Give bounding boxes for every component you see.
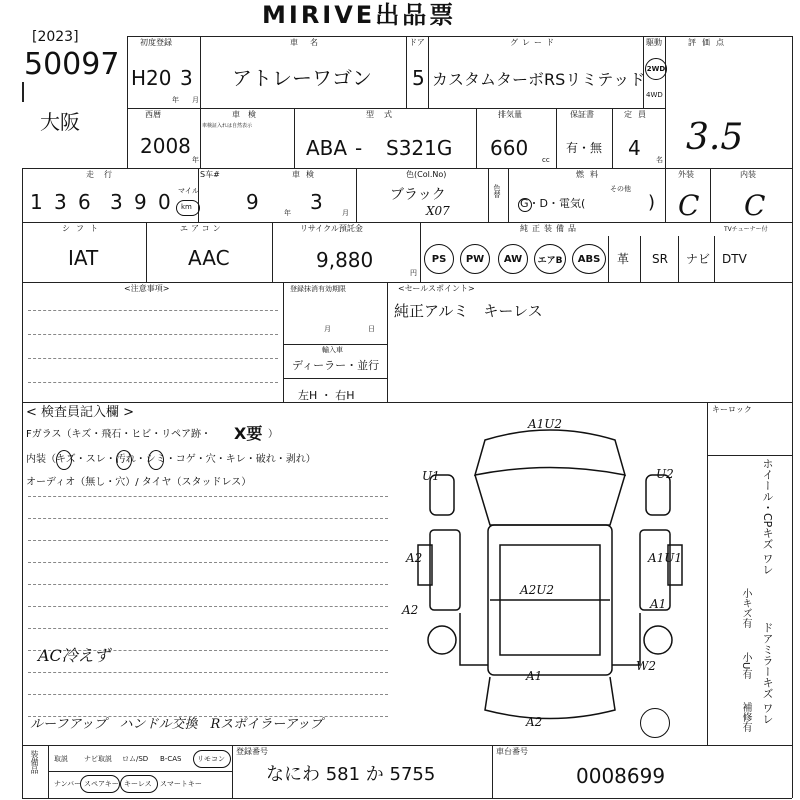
windshield-text: Fガラス（キズ・飛石・ヒビ・リペア跡・ (26, 429, 212, 440)
color: ブラック (390, 187, 446, 203)
fuel-label: 燃料 (576, 170, 604, 179)
inspector-title: < 検査員記入欄 > (26, 405, 135, 420)
lot-number: 50097 (24, 47, 120, 82)
doc-item: ナビ取説 (84, 755, 112, 763)
reg-expiry-label: 登録抹消有効期限 (290, 285, 346, 293)
inspection-label-2: S车# (200, 170, 220, 179)
inspection-year: 9 (246, 190, 259, 214)
drive-2wd: 2WD (646, 65, 666, 73)
doc-item: スペアキー (84, 780, 119, 788)
recycle-label: リサイクル預託金 (300, 224, 363, 233)
option-airbag: エアB (534, 244, 566, 274)
side-text-small-u: 小U有 (740, 652, 751, 680)
form-title: MIRIVE出品票 (262, 1, 457, 29)
score: 3.5 (686, 117, 744, 158)
drive-label: 駆動 (646, 38, 662, 47)
option-aw: AW (498, 244, 528, 274)
doc-item: リモコン (197, 755, 225, 763)
capacity: 4 (628, 136, 641, 160)
caution-label: <注意事項> (124, 284, 170, 293)
interior-mark-yogore (116, 450, 132, 470)
car-diagram (400, 415, 700, 740)
recycle-unit: 円 (410, 269, 417, 277)
dealer: ディーラー・並行 (292, 359, 380, 372)
mileage-digit: 9 (134, 190, 147, 214)
first-reg-label: 初度登録 (140, 38, 172, 47)
score-label: 評価点 (688, 38, 730, 47)
first-reg-era: H20 (131, 66, 172, 90)
warranty: 有・無 (566, 141, 603, 155)
mileage-digit: 6 (78, 190, 91, 214)
damage-mark: A2U2 (520, 583, 555, 597)
handle: 左H ・ 右H (298, 389, 355, 402)
mileage-digit: 1 (30, 190, 43, 214)
recycle: 9,880 (316, 248, 374, 272)
inspection-label-3: 車検 (292, 170, 320, 179)
interior-label: 内装 (740, 170, 756, 179)
sales-point: 純正アルミ キーレス (394, 302, 543, 320)
year-tag: [2023] (32, 29, 79, 45)
plate-label: 登録番号 (236, 747, 268, 756)
vin: 0008699 (576, 764, 666, 788)
reg-expiry-day: 日 (368, 325, 375, 333)
displacement-label: 排気量 (498, 110, 522, 119)
displacement-unit: cc (542, 156, 550, 164)
inspection-month: 3 (310, 190, 323, 214)
interior-mark-shimi (148, 450, 164, 470)
mileage-digit: 3 (110, 190, 123, 214)
aircon-label: エアコン (180, 224, 224, 233)
model-label: 型式 (366, 110, 402, 119)
vin-label: 車台番号 (496, 747, 528, 756)
options-label: 純正装備品 (520, 224, 580, 233)
doc-item: 取説 (54, 755, 68, 763)
tv-tuner-label: TVチューナー付 (724, 226, 768, 233)
drive-4wd: 4WD (646, 91, 663, 99)
model-code: S321G (386, 136, 453, 160)
option-pw: PW (460, 244, 490, 274)
reg-expiry-month: 月 (324, 325, 331, 333)
audio-text: オーディオ（無し・穴）/ タイヤ（スタッドレス） (26, 477, 252, 488)
shift: IAT (68, 246, 99, 270)
mileage-unit-mile: マイル (178, 187, 199, 195)
option-sr: SR (652, 252, 668, 266)
western-year-unit: 年 (192, 156, 199, 164)
interior-mark-kizu (56, 450, 72, 470)
fuel-other: その他 (610, 185, 631, 193)
option-abs: ABS (572, 244, 606, 274)
damage-mark: U2 (656, 467, 674, 481)
fuel-close: ) (648, 192, 656, 213)
aircon: AAC (188, 246, 230, 270)
exterior: C (678, 189, 700, 222)
mileage-digit: 3 (54, 190, 67, 214)
side-text-repair: 補修有 (740, 702, 751, 732)
damage-mark: A2 (406, 551, 423, 565)
capacity-unit: 名 (656, 156, 663, 164)
option-leather: 革 (617, 252, 630, 266)
doc-item: ナンバー (54, 780, 82, 788)
capacity-label: 定員 (624, 110, 652, 119)
grade: カスタムターボRSリミテッド (432, 70, 646, 89)
interior: C (744, 189, 766, 222)
color-label: 色(Col.No) (406, 170, 447, 179)
doc-item: キーレス (124, 780, 152, 788)
side-text-wheel: ホイール・CPキズ ワレ (761, 458, 774, 575)
damage-mark: A1 (650, 597, 667, 611)
damage-mark: A2 (402, 603, 419, 617)
first-reg-month: 3 (180, 66, 193, 90)
handwritten-note-2: ルーフアップ ハンドル交換 Rスポイラーアップ (30, 717, 323, 732)
plate: なにわ 581 か 5755 (266, 764, 436, 785)
option-ps: PS (424, 244, 454, 274)
color-code: X07 (426, 204, 450, 218)
displacement: 660 (490, 136, 529, 160)
mileage-label: 走行 (86, 170, 122, 179)
western-year-label: 西暦 (145, 110, 161, 119)
windshield-mark: X要 (234, 424, 263, 443)
option-navi: ナビ (686, 252, 711, 266)
damage-mark: U1 (422, 469, 440, 483)
exterior-label: 外装 (678, 170, 694, 179)
side-text-small-scratch: 小キズ有 (740, 588, 751, 628)
damage-mark: A1U1 (648, 551, 683, 565)
side-text-mirror: ドアミラーキズ ワレ (761, 622, 774, 725)
doors: 5 (412, 66, 425, 90)
import-label: 輸入車 (322, 346, 343, 354)
first-reg-unit-month: 月 (192, 96, 199, 104)
keylock-label: キーロック (712, 405, 752, 414)
inspection-year-unit: 年 (284, 209, 291, 217)
warranty-label: 保証書 (570, 110, 594, 119)
handwritten-note-1: AC冷えず (38, 646, 110, 665)
docs-label: 装備品 (30, 750, 39, 774)
damage-mark: A1 (526, 669, 543, 683)
mileage-unit-km: km (181, 203, 192, 211)
option-dtv: DTV (722, 252, 747, 266)
car-name-label: 車名 (290, 38, 330, 47)
shift-label: シフト (62, 224, 104, 233)
drive-2wd-circle (645, 58, 667, 80)
damage-mark: A1U2 (528, 417, 563, 431)
doc-item: スマートキー (160, 780, 202, 788)
damage-mark: W2 (636, 659, 656, 673)
model-dash: - (355, 136, 363, 160)
inspection-month-unit: 月 (342, 209, 349, 217)
car-name: アトレーワゴン (232, 66, 372, 90)
first-reg-unit-year: 年 (172, 96, 179, 104)
doc-item: B-CAS (160, 755, 182, 763)
model-prefix: ABA (306, 136, 348, 160)
inspection-note: 車検証入れは自然表示 (202, 123, 253, 129)
grade-label: グレード (510, 38, 558, 47)
damage-mark: A2 (526, 715, 543, 729)
fuel-options: G・D・電気( (520, 197, 586, 210)
western-year: 2008 (140, 134, 191, 158)
interior-text: 内装（キズ・スレ・汚れ・シミ・コゲ・穴・キレ・破れ・剥れ） (26, 454, 316, 465)
inspection-label: 車検 (232, 110, 264, 119)
color-change-label: 色替 (493, 184, 501, 198)
door-label: ドア (409, 38, 425, 47)
sales-label: <セールスポイント> (398, 284, 475, 293)
windshield-close: ） (268, 429, 278, 440)
mileage-digit: 0 (158, 190, 171, 214)
doc-item: ロム/SD (122, 755, 149, 763)
region: 大阪 (40, 110, 80, 134)
